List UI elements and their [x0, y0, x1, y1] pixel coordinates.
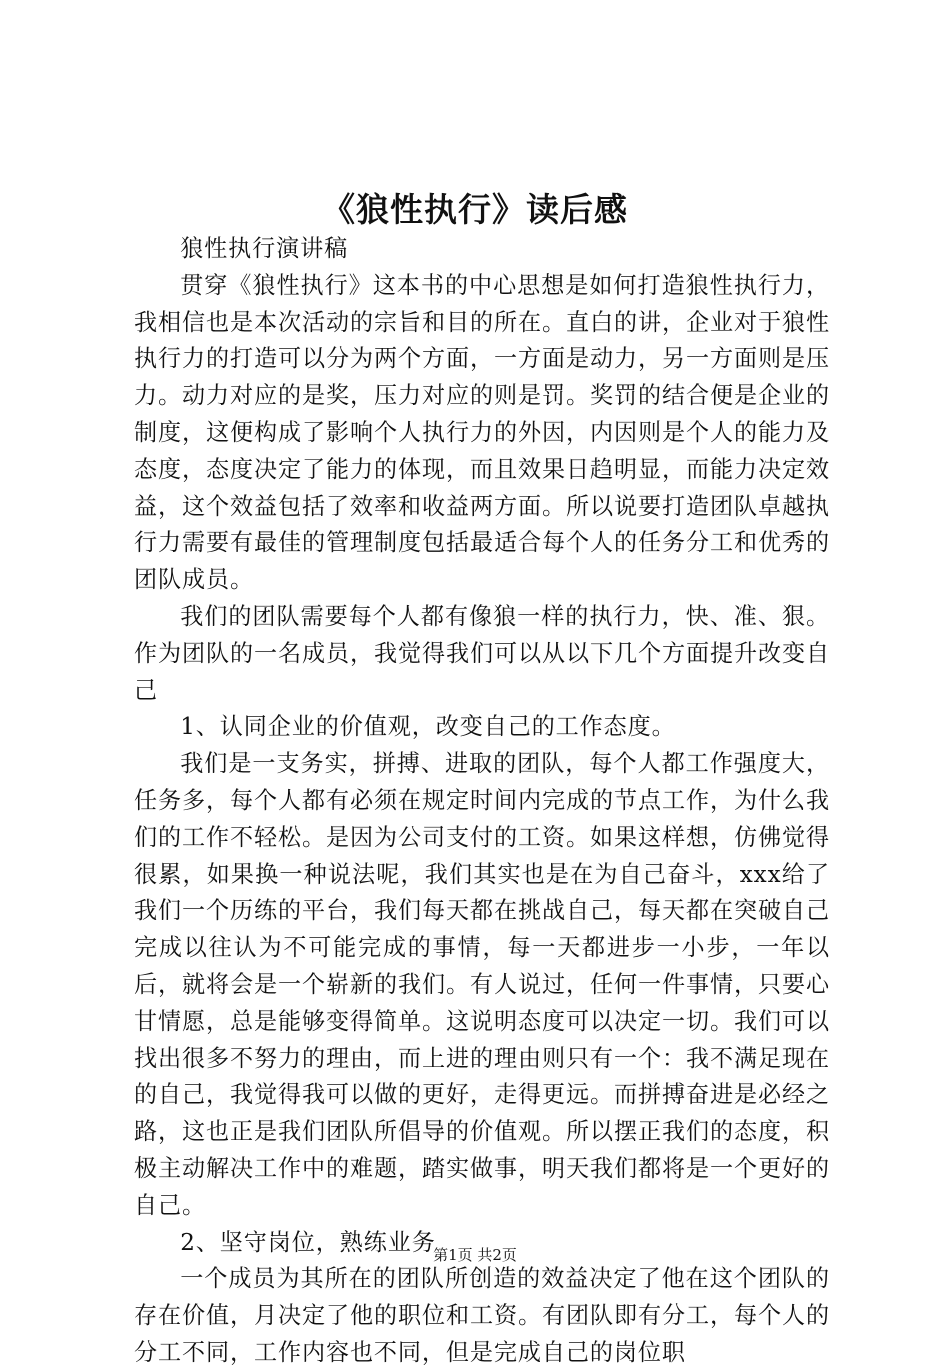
paragraph: 我们的团队需要每个人都有像狼一样的执行力，快、准、狠。作为团队的一名成员，我觉得我们可以从以下几个方面提升改变自己: [134, 603, 830, 704]
section-heading: 2、坚守岗位，熟练业务: [180, 1229, 436, 1256]
paragraph: 我们是一支务实，拼搏、进取的团队，每个人都工作强度大，任务多，每个人都有必须在规定时间内完成的节点工作，为什么我们的工作不轻松。是因为公司支付的工资。如果这样想，仿佛觉得很累，如果换一种说法呢，我们其实也是在为自己奋斗，xxx给了我们一个历练的平台，我们每天都在挑战自己，每天都在突破自己完成以往认为不可能完成的事情，每一天都进步一小步，一年以后，就将会是一个崭新的我们。有人说过，任何一件事情，只要心甘情愿，总是能够变得简单。这说明态度可以决定一切。我们可以找出很多不努力的理由，而上进的理由则只有一个：我不满足现在的自己，我觉得我可以做的更好，走得更远。而拼搏奋进是必经之路，这也正是我们团队所倡导的价值观。所以摆正我们的态度，积极主动解决工作中的难题，踏实做事，明天我们都将是一个更好的自己。: [134, 751, 830, 1219]
document-title: 《狼性执行》读后感: [322, 190, 628, 229]
paragraph: 一个成员为其所在的团队所创造的效益决定了他在这个团队的存在价值，月决定了他的职位和工资。有团队即有分工，每个人的分工不同，工作内容也不同，但是完成自己的岗位职: [134, 1266, 830, 1366]
document-body: [134, 231, 830, 1372]
page-number-footer: 第1页 共2页: [433, 1246, 517, 1264]
paragraph-subtitle: 狼性执行演讲稿: [180, 236, 349, 262]
paragraph: 贯穿《狼性执行》这本书的中心思想是如何打造狼性执行力，我相信也是本次活动的宗旨和目的所在。直白的讲，企业对于狼性执行力的打造可以分为两个方面，一方面是动力，另一方面则是压力。动力对应的是奖，压力对应的则是罚。奖罚的结合便是企业的制度，这便构成了影响个人执行力的外因，内因则是个人的能力及态度，态度决定了能力的体现，而且效果日趋明显，而能力决定效益，这个效益包括了效率和收益两方面。所以说要打造团队卓越执行力需要有最佳的管理制度包括最适合每个人的任务分工和优秀的团队成员。: [134, 272, 830, 594]
section-heading: 1、认同企业的价值观，改变自己的工作态度。: [180, 714, 676, 741]
